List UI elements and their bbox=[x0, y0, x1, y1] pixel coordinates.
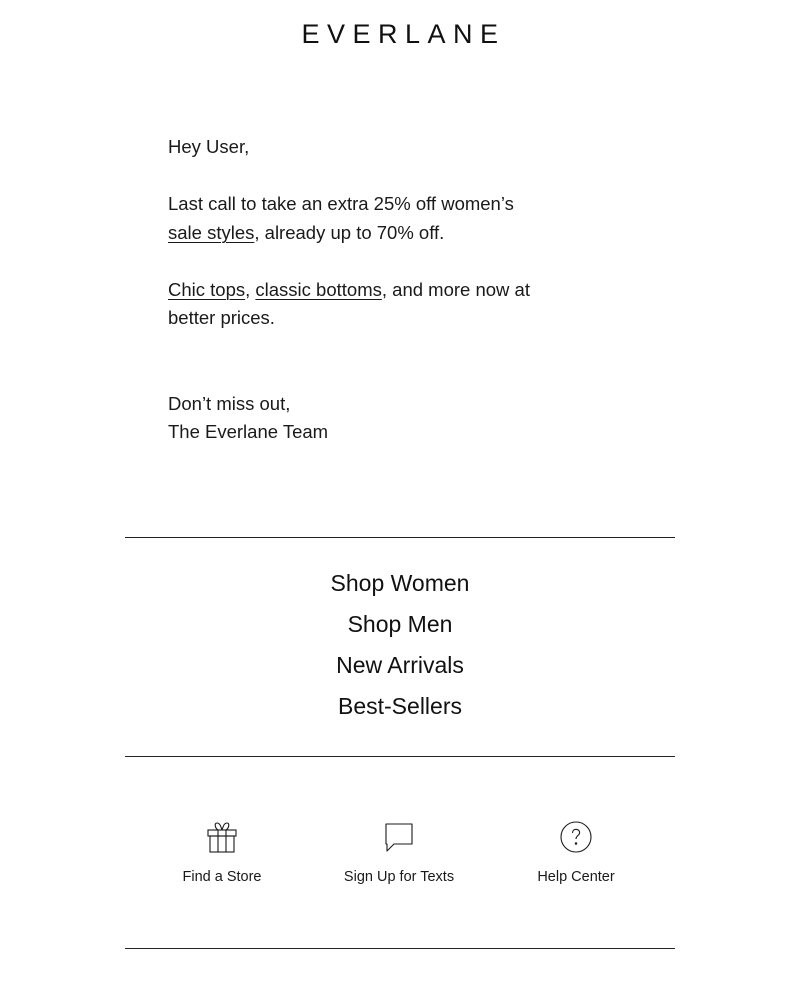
link-separator: , bbox=[245, 278, 256, 300]
find-a-store-link[interactable] bbox=[142, 820, 302, 885]
sale-styles-link[interactable]: sale styles bbox=[168, 221, 255, 243]
signature: The Everlane Team bbox=[168, 421, 329, 442]
classic-bottoms-link[interactable]: classic bottoms bbox=[255, 278, 382, 300]
divider bbox=[125, 537, 675, 538]
divider bbox=[125, 948, 675, 949]
products-text: , and more now at better prices. bbox=[168, 278, 530, 328]
sign-up-for-texts-link[interactable] bbox=[319, 820, 479, 885]
shop-men-link[interactable]: Shop Men bbox=[347, 611, 453, 637]
promo-text-suffix: , already up to 70% off. bbox=[254, 221, 445, 243]
divider bbox=[125, 756, 675, 757]
new-arrivals-link[interactable]: New Arrivals bbox=[336, 652, 464, 678]
sign-up-for-texts-label: Sign Up for Texts bbox=[343, 869, 455, 885]
greeting: Hey User, bbox=[168, 136, 250, 157]
chic-tops-link[interactable]: Chic tops bbox=[168, 278, 246, 300]
gift-icon bbox=[205, 820, 239, 854]
spacer bbox=[168, 162, 568, 191]
shop-nav bbox=[0, 563, 800, 727]
promo-text: Last call to take an extra 25% off women’s bbox=[168, 193, 514, 214]
question-circle-icon bbox=[559, 820, 593, 854]
help-center-label: Help Center bbox=[537, 869, 615, 885]
email-message bbox=[168, 133, 568, 447]
help-center-link[interactable] bbox=[496, 820, 656, 885]
find-a-store-label: Find a Store bbox=[182, 869, 262, 885]
chat-bubble-icon bbox=[382, 820, 416, 854]
best-sellers-link[interactable]: Best-Sellers bbox=[338, 693, 462, 719]
spacer bbox=[168, 247, 568, 276]
signoff: Don’t miss out, bbox=[168, 392, 291, 414]
brand-logo[interactable]: EVERLANE bbox=[301, 19, 506, 49]
shop-women-link[interactable]: Shop Women bbox=[330, 570, 470, 596]
promo-paragraph bbox=[168, 190, 568, 247]
spacer bbox=[168, 333, 568, 390]
products-paragraph bbox=[168, 276, 568, 333]
footer-links bbox=[0, 820, 800, 900]
